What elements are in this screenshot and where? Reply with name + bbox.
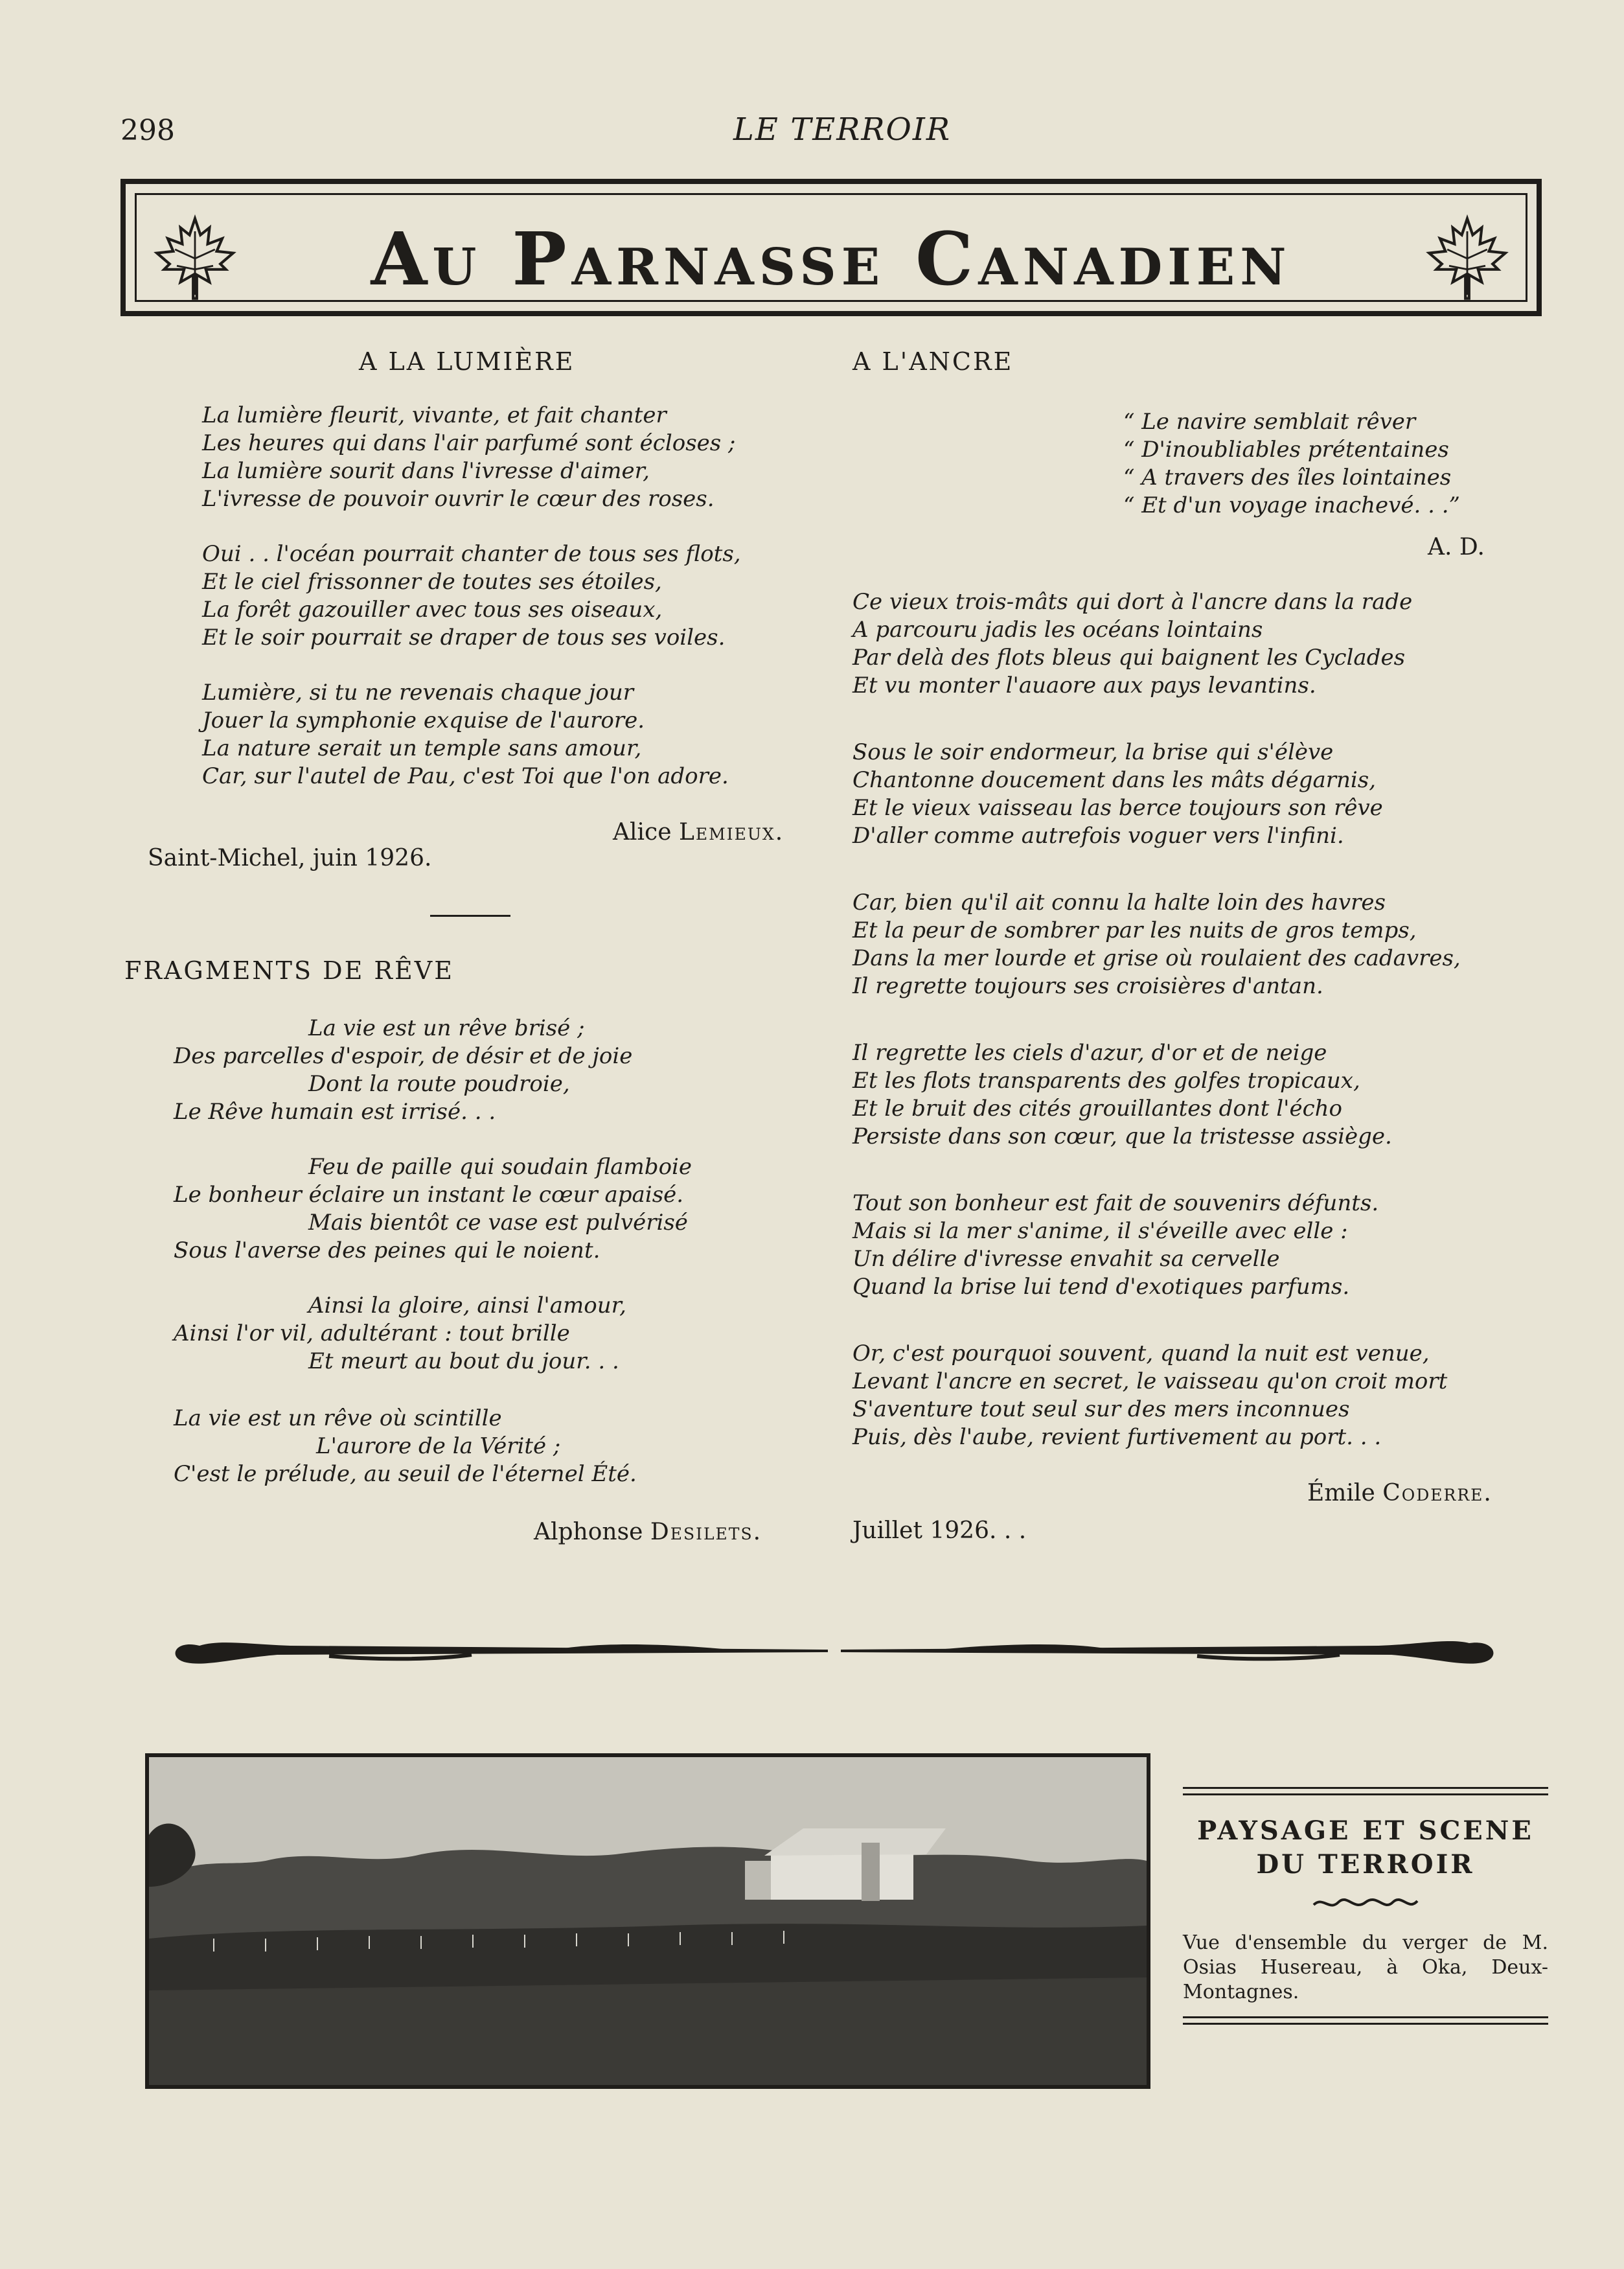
caption-title bbox=[1183, 1814, 1548, 1882]
poem-line: L'ivresse de pouvoir ouvrir le cœur des roses. bbox=[202, 486, 715, 512]
epigraph-author: A. D. bbox=[1428, 534, 1485, 560]
caption-rule-top bbox=[1183, 1787, 1548, 1789]
orchard-photo bbox=[145, 1753, 1150, 2089]
poem-author bbox=[534, 1519, 762, 1545]
poem-line: Puis, dès l'aube, revient furtivement au port. . . bbox=[852, 1424, 1382, 1450]
poem-line: Et les flots transparents des golfes tropicaux, bbox=[852, 1068, 1360, 1094]
poem-line: Quand la brise lui tend d'exotiques parfums. bbox=[852, 1274, 1350, 1300]
caption-ornament-icon bbox=[1310, 1893, 1421, 1913]
poem-line: C'est le prélude, au seuil de l'éternel Été. bbox=[174, 1461, 637, 1487]
poem-line: Car, sur l'autel de Pau, c'est Toi que l'on adore. bbox=[202, 763, 729, 789]
poem-line: La forêt gazouiller avec tous ses oiseaux, bbox=[202, 597, 663, 623]
poem-title-a-l-ancre: A L'ANCRE bbox=[852, 347, 1014, 376]
poem-line: Mais si la mer s'anime, il s'éveille avec elle : bbox=[852, 1218, 1348, 1244]
title-banner bbox=[120, 179, 1542, 316]
poem-author bbox=[613, 819, 784, 846]
poem-line: Levant l'ancre en secret, le vaisseau qu'on croit mort bbox=[852, 1368, 1448, 1394]
running-title: LE TERROIR bbox=[733, 111, 951, 148]
poem-line: La lumière fleurit, vivante, et fait chanter bbox=[202, 402, 667, 428]
poem-line: Le bonheur éclaire un instant le cœur apaisé. bbox=[174, 1182, 684, 1208]
poem-line: Et le vieux vaisseau las berce toujours son rêve bbox=[852, 795, 1383, 821]
poem-stanza bbox=[202, 540, 741, 652]
poem-line: Des parcelles d'espoir, de désir et de joie bbox=[174, 1043, 633, 1069]
caption-text: Vue d'ensemble du verger de M. Osias Husereau, à Oka, Deux-Montagnes. bbox=[1183, 1931, 1548, 2003]
epigraph-line: “ Et d'un voyage inachevé. . .” bbox=[1123, 492, 1460, 518]
poem-line: Oui . . l'océan pourrait chanter de tous ses flots, bbox=[202, 541, 741, 567]
epigraph-line: “ Le navire semblait rêver bbox=[1123, 409, 1416, 435]
poem-stanza bbox=[202, 679, 729, 790]
poem-stanza bbox=[852, 588, 1412, 700]
caption-rule-bottom bbox=[1183, 2023, 1548, 2025]
poem-stanza bbox=[174, 1015, 632, 1126]
banner-title: Au Parnasse Canadien bbox=[371, 217, 1292, 302]
caption-rule-top bbox=[1183, 1793, 1548, 1795]
poem-line: S'aventure tout seul sur des mers inconnues bbox=[852, 1396, 1350, 1422]
poem-stanza bbox=[852, 739, 1383, 850]
poem-stanza bbox=[174, 1153, 692, 1265]
ornamental-divider bbox=[161, 1613, 1508, 1676]
poem-line: Et le bruit des cités grouillantes dont l'écho bbox=[852, 1096, 1343, 1122]
poem-line: Et vu monter l'auaore aux pays levantins. bbox=[852, 673, 1316, 698]
poem-line: La vie est un rêve où scintille bbox=[174, 1405, 502, 1431]
poem-line: Ainsi la gloire, ainsi l'amour, bbox=[308, 1293, 626, 1319]
poem-line: Le Rêve humain est irrisé. . . bbox=[174, 1099, 496, 1125]
poem-line: La vie est un rêve brisé ; bbox=[308, 1015, 585, 1041]
poem-line: Sous le soir endormeur, la brise qui s'élève bbox=[852, 739, 1334, 765]
caption-rule-bottom bbox=[1183, 2016, 1548, 2018]
page-number: 298 bbox=[120, 114, 175, 147]
poem-line: Les heures qui dans l'air parfumé sont écloses ; bbox=[202, 430, 736, 456]
poem-epigraph bbox=[1123, 408, 1460, 520]
poem-line: Ainsi l'or vil, adultérant : tout brille bbox=[174, 1320, 570, 1346]
poem-place-date: Saint-Michel, juin 1926. bbox=[148, 845, 432, 871]
poem-line: Un délire d'ivresse envahit sa cervelle bbox=[852, 1246, 1280, 1272]
poem-stanza bbox=[852, 1340, 1447, 1451]
poem-stanza bbox=[852, 889, 1461, 1000]
poem-line: Tout son bonheur est fait de souvenirs défunts. bbox=[852, 1190, 1379, 1216]
poem-stanza bbox=[174, 1292, 626, 1376]
banner-inner-frame bbox=[135, 193, 1527, 302]
poem-line: Persiste dans son cœur, que la tristesse assiège. bbox=[852, 1123, 1392, 1149]
author-first-name: Alice bbox=[613, 819, 672, 846]
poem-line: Mais bientôt ce vase est pulvérisé bbox=[308, 1210, 688, 1236]
poem-line: Feu de paille qui soudain flamboie bbox=[308, 1154, 692, 1180]
poem-line: Il regrette toujours ses croisières d'antan. bbox=[852, 973, 1323, 999]
poem-line: Par delà des flots bleus qui baignent les Cyclades bbox=[852, 645, 1406, 671]
epigraph-line: “ D'inoubliables prétentaines bbox=[1123, 437, 1449, 463]
poem-line: Chantonne doucement dans les mâts dégarnis, bbox=[852, 767, 1377, 793]
poem-line: Sous l'averse des peines qui le noient. bbox=[174, 1238, 600, 1263]
author-last-name: Lemieux. bbox=[678, 819, 784, 846]
poem-line: A parcouru jadis les océans lointains bbox=[852, 617, 1263, 643]
author-first-name: Alphonse bbox=[534, 1519, 643, 1545]
poem-date: Juillet 1926. . . bbox=[852, 1517, 1027, 1544]
poem-line: Et le ciel frissonner de toutes ses étoiles, bbox=[202, 569, 662, 595]
epigraph-line: “ A travers des îles lointaines bbox=[1123, 465, 1452, 490]
poem-stanza bbox=[174, 1405, 637, 1488]
author-first-name: Émile bbox=[1307, 1480, 1375, 1506]
poem-stanza bbox=[202, 402, 735, 513]
author-last-name: Coderre. bbox=[1382, 1480, 1492, 1506]
poem-line: Ce vieux trois-mâts qui dort à l'ancre dans la rade bbox=[852, 589, 1413, 615]
poem-line: Et meurt au bout du jour. . . bbox=[308, 1348, 619, 1374]
poem-line: Car, bien qu'il ait connu la halte loin des havres bbox=[852, 890, 1386, 916]
poem-line: La nature serait un temple sans amour, bbox=[202, 735, 642, 761]
poem-title-fragments-de-reve: FRAGMENTS DE RÊVE bbox=[124, 956, 454, 985]
poem-stanza bbox=[852, 1039, 1392, 1151]
author-last-name: Desilets. bbox=[650, 1519, 762, 1545]
poem-line: Dont la route poudroie, bbox=[308, 1071, 570, 1097]
poem-author bbox=[1307, 1480, 1492, 1506]
maple-leaf-icon bbox=[1422, 213, 1513, 304]
poem-line: Lumière, si tu ne revenais chaque jour bbox=[202, 680, 634, 706]
poem-line: Or, c'est pourquoi souvent, quand la nuit est venue, bbox=[852, 1341, 1430, 1366]
poem-line: Et le soir pourrait se draper de tous ses voiles. bbox=[202, 625, 726, 651]
poem-line: La lumière sourit dans l'ivresse d'aimer, bbox=[202, 458, 650, 484]
poem-title-a-la-lumiere: A LA LUMIÈRE bbox=[359, 347, 575, 376]
poem-line: Dans la mer lourde et grise où roulaient des cadavres, bbox=[852, 945, 1461, 971]
poem-line: Jouer la symphonie exquise de l'aurore. bbox=[202, 708, 645, 733]
poem-line: Il regrette les ciels d'azur, d'or et de neige bbox=[852, 1040, 1327, 1066]
caption-title-line: DU TERROIR bbox=[1256, 1849, 1475, 1880]
poem-line: D'aller comme autrefois voguer vers l'infini. bbox=[852, 823, 1344, 849]
caption-title-line: PAYSAGE ET SCENE bbox=[1197, 1815, 1534, 1846]
section-separator bbox=[430, 915, 510, 917]
poem-stanza bbox=[852, 1190, 1378, 1301]
poem-line: L'aurore de la Vérité ; bbox=[316, 1433, 561, 1459]
poem-line: Et la peur de sombrer par les nuits de gros temps, bbox=[852, 917, 1417, 943]
